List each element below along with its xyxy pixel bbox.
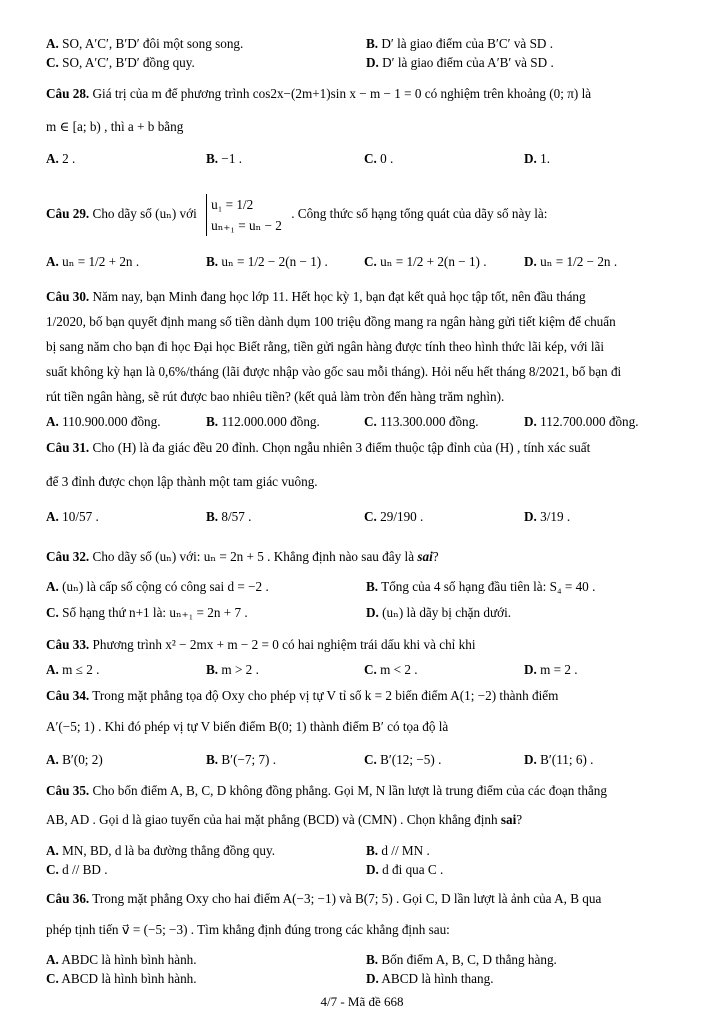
option-a[interactable]: A. 2 . — [46, 151, 76, 166]
question-28-line-2: m ∈ [a; b) , thì a + b bằng — [46, 119, 184, 134]
option-b[interactable]: B. D′ là giao điểm của B′C′ và SD . — [366, 36, 554, 51]
option-a[interactable]: A. B′(0; 2) — [46, 752, 103, 767]
option-d[interactable]: D. (uₙ) là dãy bị chặn dưới. — [366, 605, 512, 620]
option-a[interactable]: A. MN, BD, d là ba đường thẳng đồng quy. — [46, 843, 276, 858]
top-options-row-1 — [46, 36, 684, 54]
option-a[interactable]: A. uₙ = 1/2 + 2n . — [46, 254, 140, 269]
option-c[interactable]: C. SO, A′C′, B′D′ đồng quy. — [46, 55, 195, 70]
question-35-options-row-2 — [46, 862, 684, 880]
question-28-line-1: Câu 28. Giá trị của m để phương trình cos2x−(2m+1)sin x − m − 1 = 0 có nghiệm trên khoảng (0; π) là — [46, 86, 592, 101]
question-30-line-3: bị sang năm cho bạn đi học Đại học Biết rằng, tiền gửi ngân hàng được tính theo hình thức lãi kép, với lãi — [46, 339, 605, 354]
option-b[interactable]: B. −1 . — [206, 151, 243, 166]
option-d[interactable]: D. D′ là giao điểm của A′B′ và SD . — [366, 55, 554, 70]
question-35-line-1: Câu 35. Cho bốn điểm A, B, C, D không đồng phẳng. Gọi M, N lần lượt là trung điểm của các đoạn thẳng — [46, 783, 607, 798]
option-a[interactable]: A. SO, A′C′, B′D′ đôi một song song. — [46, 36, 244, 51]
question-35-line-2: AB, AD . Gọi d là giao tuyến của hai mặt phẳng (BCD) và (CMN) . Chọn khẳng định sai? — [46, 812, 523, 827]
option-c[interactable]: C. ABCD là hình bình hành. — [46, 971, 197, 986]
question-28-options — [46, 151, 684, 169]
question-30-line-4: suất không kỳ hạn là 0,6%/tháng (lãi được nhập vào gốc sau mỗi tháng). Hỏi nếu hết tháng 8/2021, bố bạn đi — [46, 364, 622, 379]
question-32-options-row-2 — [46, 605, 684, 623]
option-b[interactable]: B. uₙ = 1/2 − 2(n − 1) . — [206, 254, 328, 269]
option-b[interactable]: B. d // MN . — [366, 843, 430, 858]
question-34-line-1: Câu 34. Trong mặt phẳng tọa độ Oxy cho phép vị tự V tỉ số k = 2 biến điểm A(1; −2) thành điểm — [46, 688, 559, 703]
option-d[interactable]: D. m = 2 . — [524, 662, 578, 677]
option-c[interactable]: C. 0 . — [364, 151, 394, 166]
question-36-line-1: Câu 36. Trong mặt phẳng Oxy cho hai điểm A(−3; −1) và B(7; 5) . Gọi C, D lần lượt là ảnh của A, B qua — [46, 891, 602, 906]
question-33-stem: Câu 33. Phương trình x² − 2mx + m − 2 = 0 có hai nghiệm trái dấu khi và chỉ khi — [46, 637, 476, 652]
question-36-options-row-1 — [46, 952, 684, 970]
option-a[interactable]: A. 10/57 . — [46, 509, 99, 524]
question-30-line-1: Câu 30. Năm nay, bạn Minh đang học lớp 11. Hết học kỳ 1, bạn đạt kết quả học tập tốt, nên đầu tháng — [46, 289, 586, 304]
option-d[interactable]: D. d đi qua C . — [366, 862, 444, 877]
option-d[interactable]: D. 112.700.000 đồng. — [524, 414, 639, 429]
option-b[interactable]: B. 112.000.000 đồng. — [206, 414, 320, 429]
option-b[interactable]: B. m > 2 . — [206, 662, 259, 677]
option-a[interactable]: A. (uₙ) là cấp số cộng có công sai d = −2 . — [46, 579, 269, 594]
option-c[interactable]: C. B′(12; −5) . — [364, 752, 442, 767]
option-c[interactable]: C. m < 2 . — [364, 662, 418, 677]
question-32-options-row-1 — [46, 579, 684, 597]
question-31-line-2: để 3 đỉnh được chọn lập thành một tam giác vuông. — [46, 474, 318, 489]
question-31-line-1: Câu 31. Cho (H) là đa giác đều 20 đỉnh. Chọn ngẫu nhiên 3 điểm thuộc tập đỉnh của (H) , tính xác suất — [46, 440, 591, 455]
option-a[interactable]: A. ABDC là hình bình hành. — [46, 952, 197, 967]
question-35-options-row-1 — [46, 843, 684, 861]
option-c[interactable]: C. Số hạng thứ n+1 là: uₙ₊₁ = 2n + 7 . — [46, 605, 248, 620]
question-34-line-2: A′(−5; 1) . Khi đó phép vị tự V biến điểm B(0; 1) thành điểm B′ có tọa độ là — [46, 719, 449, 734]
option-d[interactable]: D. 3/19 . — [524, 509, 571, 524]
option-b[interactable]: B. 8/57 . — [206, 509, 252, 524]
question-36-options-row-2 — [46, 971, 684, 989]
option-c[interactable]: C. uₙ = 1/2 + 2(n − 1) . — [364, 254, 487, 269]
question-32-stem: Câu 32. Cho dãy số (uₙ) với: uₙ = 2n + 5 . Khẳng định nào sau đây là sai? — [46, 549, 439, 564]
question-33-options — [46, 662, 684, 680]
option-b[interactable]: B. B′(−7; 7) . — [206, 752, 277, 767]
question-30-line-2: 1/2020, bố bạn quyết định mang số tiền dành dụm 100 triệu đồng mang ra ngân hàng gửi tiết kiệm để chuẩn — [46, 314, 616, 329]
option-c[interactable]: C. 113.300.000 đồng. — [364, 414, 479, 429]
question-30-options — [46, 414, 684, 432]
question-31-options — [46, 509, 684, 527]
option-d[interactable]: D. 1. — [524, 151, 551, 166]
option-a[interactable]: A. m ≤ 2 . — [46, 662, 100, 677]
top-options-row-2 — [46, 55, 684, 73]
question-30-line-5: rút tiền ngân hàng, sẽ rút được bao nhiêu tiền? (kết quả làm tròn đến hàng trăm nghìn). — [46, 389, 505, 404]
question-36-line-2: phép tịnh tiến v⃗ = (−5; −3) . Tìm khẳng định đúng trong các khẳng định sau: — [46, 922, 450, 937]
page-footer: 4/7 - Mã đề 668 — [320, 994, 404, 1009]
option-b[interactable]: B. Bốn điểm A, B, C, D thẳng hàng. — [366, 952, 557, 967]
option-d[interactable]: D. B′(11; 6) . — [524, 752, 594, 767]
option-b[interactable]: B. Tổng của 4 số hạng đầu tiên là: S₄ = 40 . — [366, 579, 596, 594]
option-d[interactable]: D. ABCD là hình thang. — [366, 971, 494, 986]
option-a[interactable]: A. 110.900.000 đồng. — [46, 414, 161, 429]
option-c[interactable]: C. d // BD . — [46, 862, 108, 877]
question-29-options — [46, 254, 684, 272]
question-29-stem: Câu 29. Cho dãy số (uₙ) với u₁ = 1/2 uₙ₊₁ = uₙ − 2 . Công thức số hạng tổng quát của dãy số này là: — [46, 194, 684, 236]
question-34-options — [46, 752, 684, 770]
option-c[interactable]: C. 29/190 . — [364, 509, 424, 524]
option-d[interactable]: D. uₙ = 1/2 − 2n . — [524, 254, 618, 269]
recurrence-system: u₁ = 1/2 uₙ₊₁ = uₙ − 2 — [206, 194, 282, 236]
